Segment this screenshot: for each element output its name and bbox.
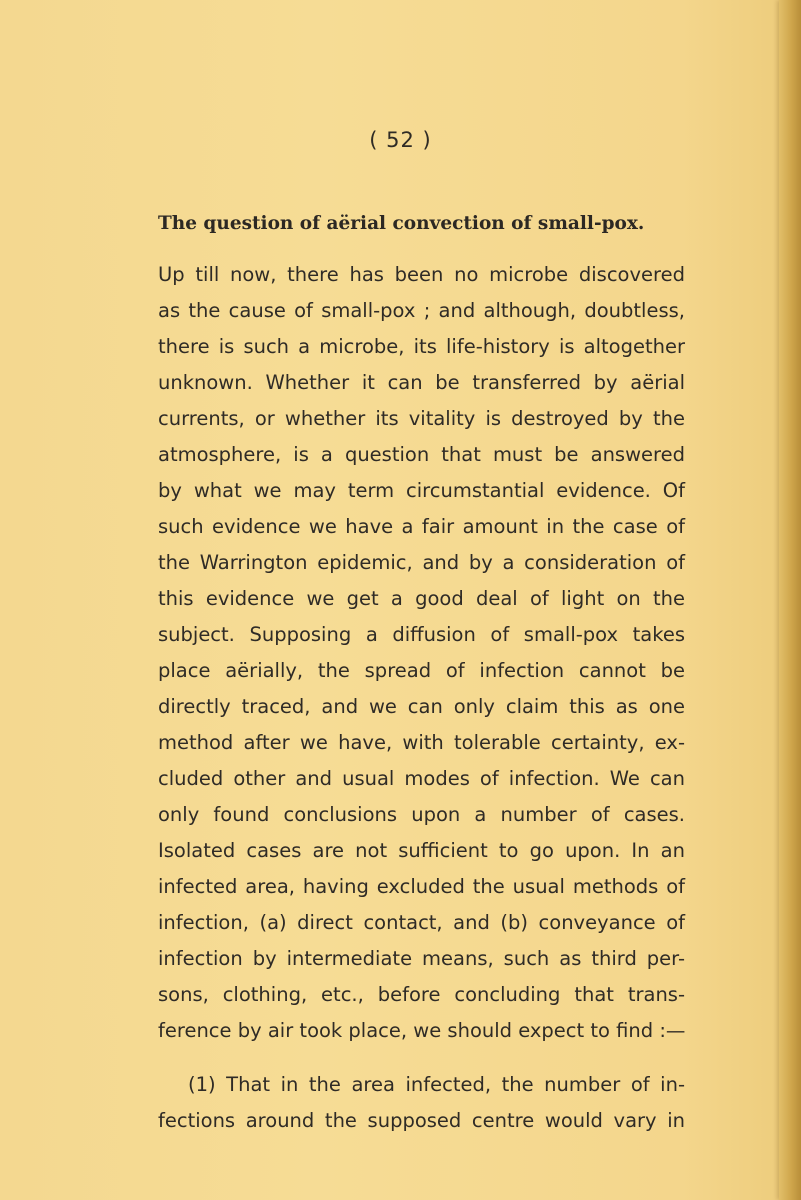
text-line: there is such a microbe, its life-history is altogether [158, 335, 685, 358]
text-line: by what we may term circumstantial evidence. Of [158, 479, 685, 502]
section-heading: The question of aërial convection of small-pox. [158, 213, 645, 234]
text-line: fections around the supposed centre would vary in [158, 1109, 685, 1132]
text-line: infection, (a) direct contact, and (b) conveyance of [158, 911, 685, 934]
page-number: ( 52 ) [369, 128, 432, 152]
text-line: such evidence we have a fair amount in the case of [158, 515, 685, 538]
book-spine-edge [779, 0, 801, 1200]
text-line: the Warrington epidemic, and by a consideration of [158, 551, 685, 574]
text-line: place aërially, the spread of infection cannot be [158, 659, 685, 682]
text-line: ference by air took place, we should expect to find :— [158, 1019, 686, 1042]
text-line: atmosphere, is a question that must be answered [158, 443, 685, 466]
text-line: directly traced, and we can only claim this as one [158, 695, 685, 718]
text-line: cluded other and usual modes of infection. We can [158, 767, 685, 790]
text-line: unknown. Whether it can be transferred by aërial [158, 371, 685, 394]
text-line: (1) That in the area infected, the number of in- [188, 1073, 685, 1096]
text-line: as the cause of small-pox ; and although, doubtless, [158, 299, 685, 322]
text-line: only found conclusions upon a number of cases. [158, 803, 685, 826]
text-line: subject. Supposing a diffusion of small-pox takes [158, 623, 685, 646]
text-line: method after we have, with tolerable certainty, ex- [158, 731, 685, 754]
text-line: this evidence we get a good deal of light on the [158, 587, 685, 610]
text-line: infection by intermediate means, such as third per- [158, 947, 685, 970]
text-line: Isolated cases are not sufficient to go upon. In an [158, 839, 685, 862]
text-line: currents, or whether its vitality is destroyed by the [158, 407, 685, 430]
text-line: sons, clothing, etc., before concluding that trans- [158, 983, 685, 1006]
text-line: infected area, having excluded the usual methods of [158, 875, 685, 898]
text-line: Up till now, there has been no microbe discovered [158, 263, 685, 286]
